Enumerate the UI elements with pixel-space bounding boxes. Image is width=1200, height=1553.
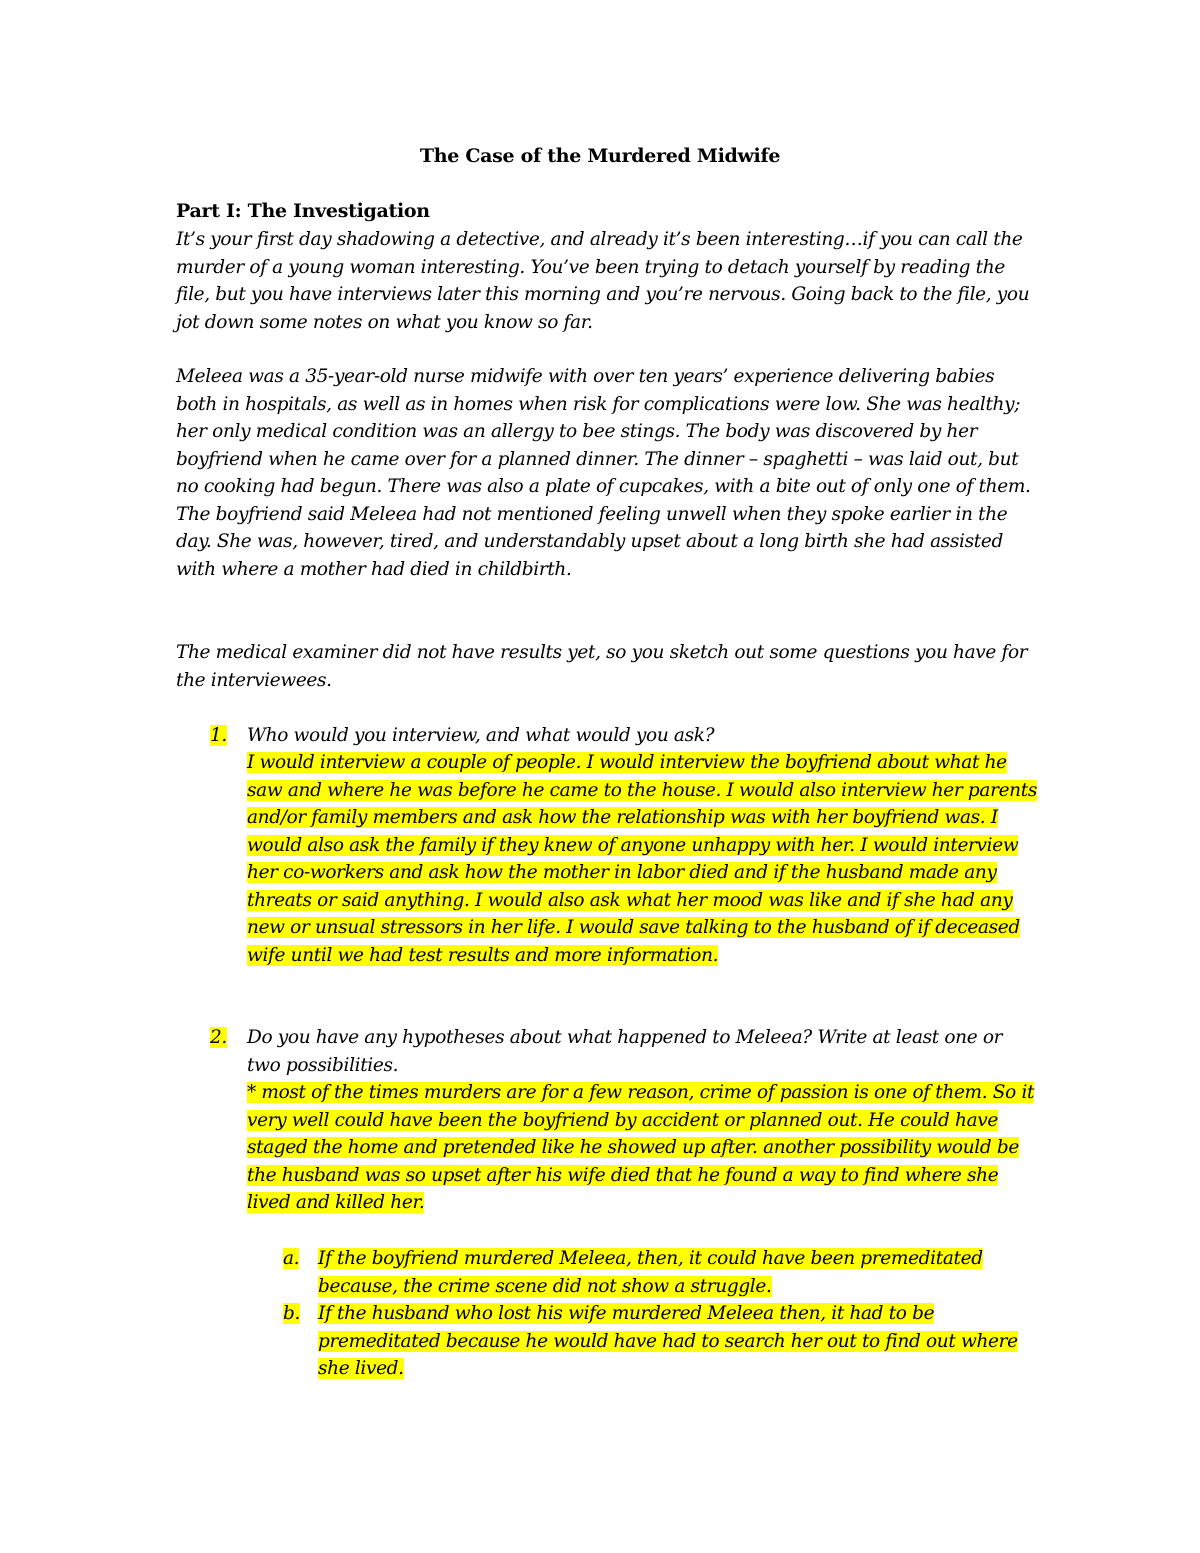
sub-item-highlight: If the boyfriend murdered Meleea, then, it could have been premeditated because, the crime scene did not show a struggle.	[318, 1248, 983, 1297]
document-title: The Case of the Murdered Midwife	[419, 145, 781, 167]
sub-item-letter-highlight: b.	[283, 1303, 301, 1324]
sub-item-letter	[283, 1300, 300, 1328]
question-text: Who would you interview, and what would you ask?	[247, 725, 715, 746]
answer-highlight: I would interview a couple of people. I would interview the boyfriend about what he saw and where he was before he came to the house. I would also interview her parents and/or family members and ask how the relationship was with her boyfriend was. I would also ask the family if they knew of anyone unhappy with her. I would interview her co-workers and ask how the mother in labor died and if the husband made any threats or said anything. I would also ask what her mood was like and if she had any new or unsual stressors in her life. I would save talking to the husband of if deceased wife until we had test results and more information.	[247, 752, 1037, 966]
question-number	[210, 722, 227, 750]
question-number-highlight: 1.	[210, 725, 227, 746]
part-heading: Part I: The Investigation	[176, 200, 430, 222]
question-number-highlight: 2.	[210, 1027, 227, 1048]
sub-item-highlight: If the husband who lost his wife murdered Meleea then, it had to be premeditated because he would have had to search her out to find out where she lived.	[318, 1303, 1018, 1379]
answer-highlight: * most of the times murders are for a few reason, crime of passion is one of them. So it very well could have been the boyfriend by accident or planned out. He could have staged the home and pretended like he showed up after. another possibility would be the husband was so upset after his wife died that he found a way to find where she lived and killed her.	[247, 1082, 1035, 1213]
answer-text	[247, 1079, 1037, 1217]
intro-paragraph: It’s your first day shadowing a detective, and already it’s been interesting…if you can call the murder of a young woman interesting. You’ve been trying to detach yourself by reading the file, but you have interviews later this morning and you’re nervous. Going back to the file, you jot down some notes on what you know so far.	[176, 229, 1030, 333]
sub-item-text	[318, 1300, 1038, 1383]
examiner-paragraph: The medical examiner did not have results yet, so you sketch out some questions you have for the interviewees.	[176, 642, 1028, 691]
sub-item-letter-highlight: a.	[283, 1248, 300, 1269]
sub-item-letter	[283, 1245, 299, 1273]
question-text: Do you have any hypotheses about what happened to Meleea? Write at least one or two possibilities.	[247, 1027, 1003, 1076]
answer-text	[247, 749, 1037, 969]
sub-item-text	[318, 1245, 1038, 1300]
case-details-paragraph: Meleea was a 35-year-old nurse midwife with over ten years’ experience delivering babies both in hospitals, as well as in homes when risk for complications were low. She was healthy; her only medical condition was an allergy to bee stings. The body was discovered by her boyfriend when he came over for a planned dinner. The dinner – spaghetti – was laid out, but no cooking had begun. There was also a plate of cupcakes, with a bite out of only one of them. The boyfriend said Meleea had not mentioned feeling unwell when they spoke earlier in the day. She was, however, tired, and understandably upset about a long birth she had assisted with where a mother had died in childbirth.	[176, 366, 1031, 580]
question-number	[210, 1024, 227, 1052]
